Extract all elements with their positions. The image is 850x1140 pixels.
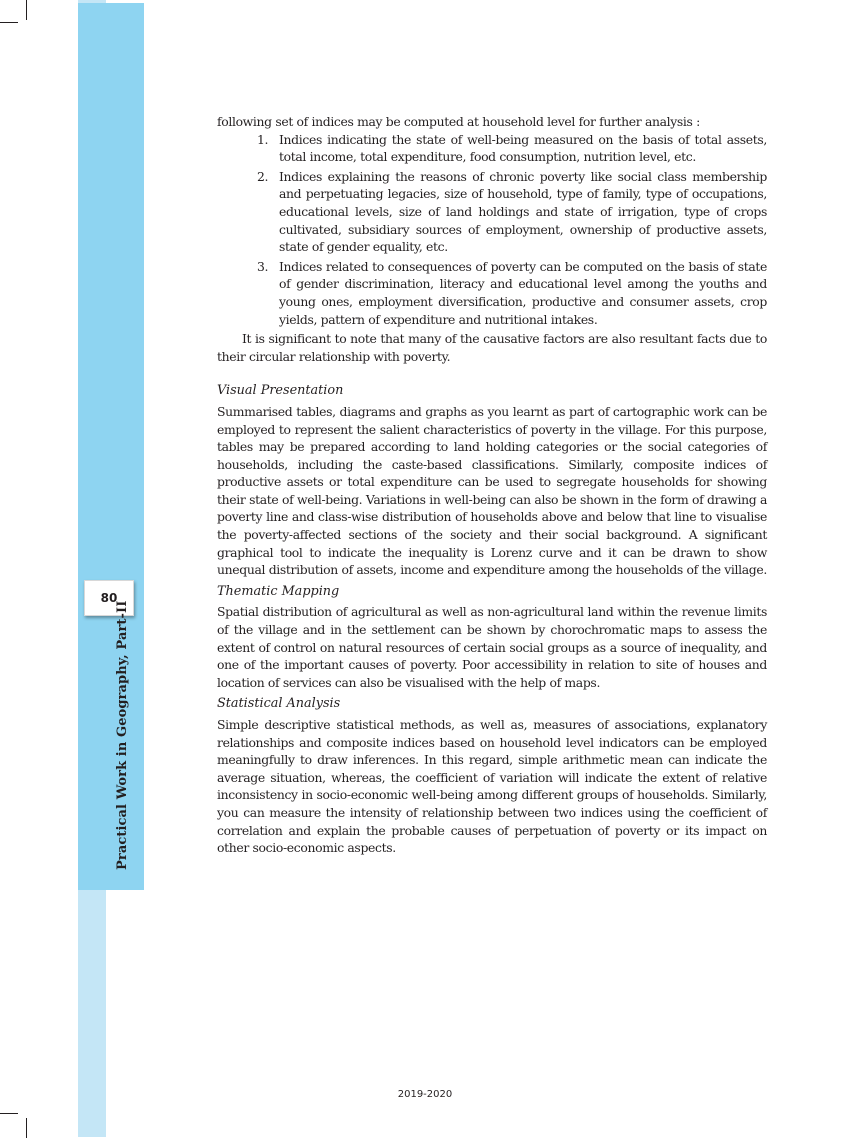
significance-paragraph: It is significant to note that many of the causative factors are also resultant facts due to their circular relationship with poverty. — [217, 331, 767, 364]
list-item-text: Indices explaining the reasons of chronic poverty like social class membership and perpetuating legacies, size of household, type of family, type of occupations, educational levels, size of land holdings and state of irrigation, type of crops cultivated, subsidiary sources of employment, ownership of productive assets, state of gender equality, etc. — [279, 168, 767, 255]
page-content — [217, 113, 767, 857]
footer-year: 2019-2020 — [397, 1089, 453, 1100]
crop-mark — [0, 1113, 18, 1114]
list-number: 2. — [257, 168, 269, 184]
section-heading-thematic-mapping: Thematic Mapping — [217, 583, 340, 599]
running-title: Practical Work in Geography, Part-II — [115, 600, 130, 870]
section-heading-visual-presentation: Visual Presentation — [217, 383, 344, 399]
list-number: 3. — [257, 258, 269, 274]
list-item-text: Indices related to consequences of poverty can be computed on the basis of state of gender discrimination, literacy and educational level among the youths and young ones, employment diversification, productive and consumer assets, crop yields, pattern of expenditure and nutritional intakes. — [279, 258, 767, 327]
statistical-analysis-paragraph: Simple descriptive statistical methods, as well as, measures of associations, explanatory relationships and composite indices based on household level indicators can be employed meaningfully to draw inferences. In this regard, simple arithmetic mean can indicate the average situation, whereas, the coefficient of variation will indicate the extent of relative inconsistency in socio-economic well-being among different groups of households. Similarly, you can measure the intensity of relationship between two indices using the coefficient of correlation and explain the probable causes of perpetuation of poverty or its impact on other socio-economic aspects. — [217, 717, 767, 856]
crop-mark — [26, 1118, 27, 1138]
margin-band-dark — [78, 3, 144, 890]
visual-presentation-paragraph: Summarised tables, diagrams and graphs as you learnt as part of cartographic work can be employed to represent the salient characteristics of poverty in the village. For this purpose, tables may be prepared according to land holding categories or the social categories of households, including the caste-based classifications. Similarly, composite indices of productive assets or total expenditure can be used to segregate households for showing their state of well-being. Variations in well-being can also be shown in the form of drawing a poverty line and class-wise distribution of households above and below that line to visualise the poverty-affected sections of the society and their social background. A significant graphical tool to indicate the inequality is Lorenz curve and it can be drawn to show unequal distribution of assets, income and expenditure among the households of the village. — [217, 403, 767, 578]
list-item — [217, 168, 767, 256]
thematic-mapping-paragraph: Spatial distribution of agricultural as well as non-agricultural land within the revenue limits of the village and in the settlement can be shown by chorochromatic maps to assess the extent of control on natural resources of certain social groups as a source of inequality, and one of the important causes of poverty. Poor accessibility in relation to site of houses and location of services can also be visualised with the help of maps. — [217, 604, 767, 690]
page-number: 80 — [84, 580, 134, 616]
list-item-text: Indices indicating the state of well-being measured on the basis of total assets, total income, total expenditure, food consumption, nutrition level, etc. — [279, 131, 767, 165]
indices-list — [217, 131, 767, 329]
list-item — [217, 131, 767, 166]
intro-paragraph: following set of indices may be computed at household level for further analysis : — [217, 114, 700, 129]
crop-mark — [0, 22, 18, 23]
section-heading-statistical-analysis: Statistical Analysis — [217, 696, 341, 712]
list-item — [217, 258, 767, 328]
list-number: 1. — [257, 131, 269, 147]
crop-mark — [26, 0, 27, 20]
